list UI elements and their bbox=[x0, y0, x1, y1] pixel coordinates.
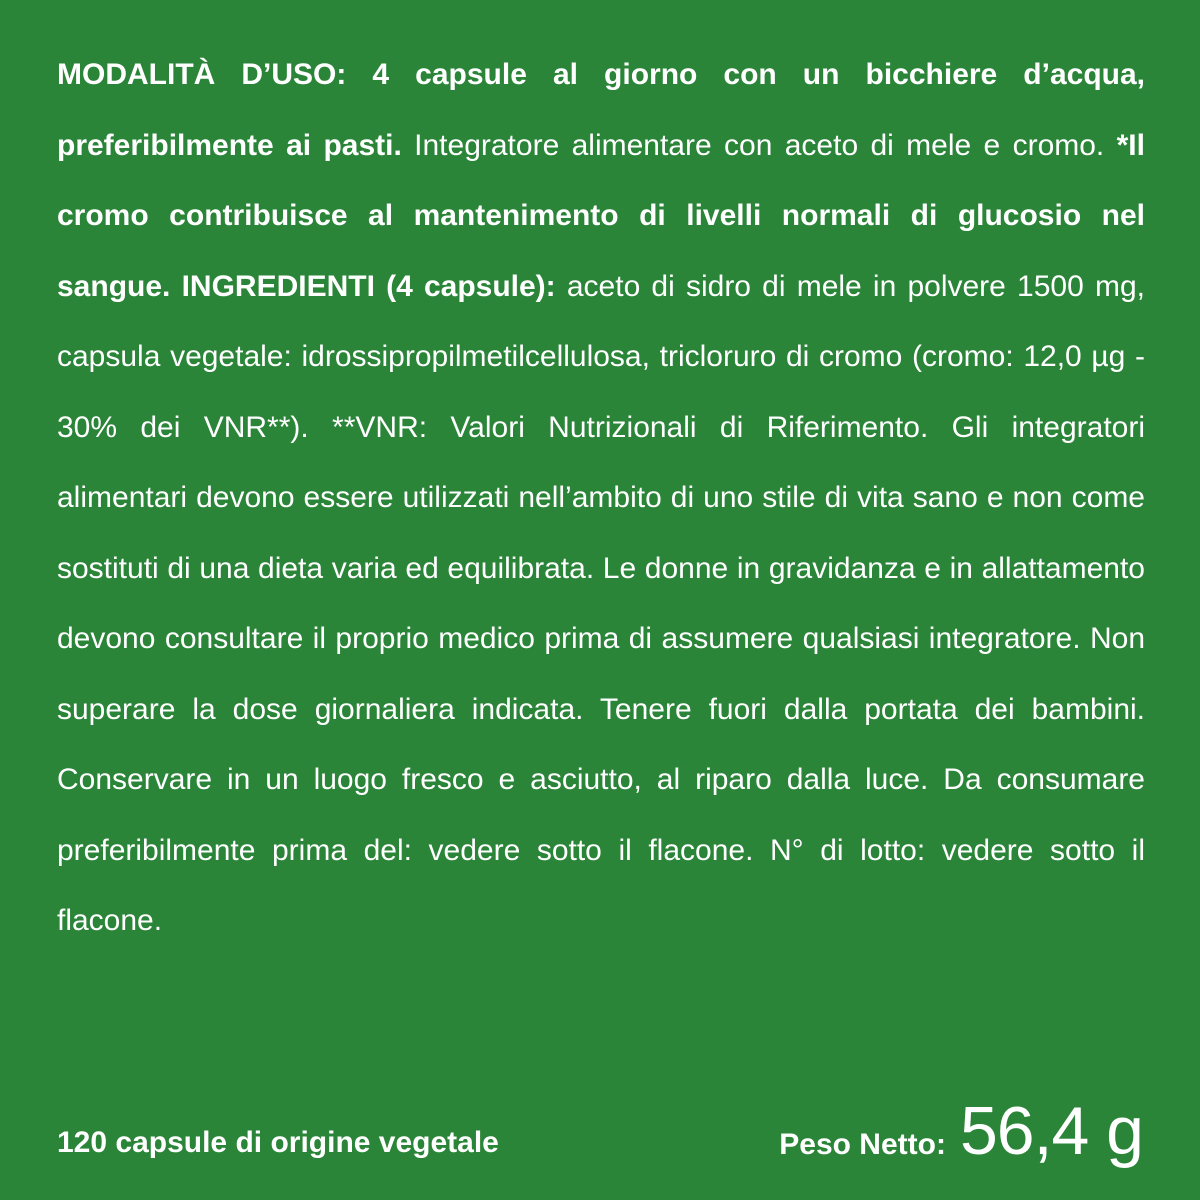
net-weight-value: 56,4 g bbox=[959, 1093, 1143, 1169]
net-weight bbox=[779, 1092, 1143, 1170]
usage-instructions: MODALITÀ D’USO: 4 capsule al giorno con un bicchiere d’acqua, preferibilmente ai pasti. bbox=[57, 58, 1145, 162]
capsule-count: 120 capsule di origine vegetale bbox=[57, 1126, 499, 1159]
product-description: Integratore alimentare con aceto di mele e cromo. bbox=[414, 128, 1105, 162]
chromium-health-claim: *Il cromo contribuisce al mantenimento di livelli normali di glucosio nel sangue. bbox=[57, 128, 1145, 303]
label-footer bbox=[57, 1090, 1143, 1170]
net-weight-label: Peso Netto: bbox=[779, 1128, 946, 1161]
label-text-block bbox=[57, 40, 1145, 957]
ingredients-and-warnings: aceto di sidro di mele in polvere 1500 mg, capsula vegetale: idrossipropilmetilcellulosa, tricloruro di cromo (cromo: 12,0 µg - 30% dei VNR**). **VNR: Valori Nutrizionali di Riferimento. Gli integratori alimentari devono essere utilizzati nell’ambito di uno stile di vita sano e non come sostituti di una dieta varia ed equilibrata. Le donne in gravidanza e in allattamento devono consultare il proprio medico prima di assumere qualsiasi integratore. Non superare la dose giornaliera indicata. Tenere fuori dalla portata dei bambini. Conservare in un luogo fresco e asciutto, al riparo dalla luce. Da consumare preferibilmente prima del: vedere sotto il flacone. N° di lotto: vedere sotto il flacone. bbox=[57, 269, 1145, 937]
ingredients-heading: INGREDIENTI (4 capsule): bbox=[181, 269, 556, 303]
